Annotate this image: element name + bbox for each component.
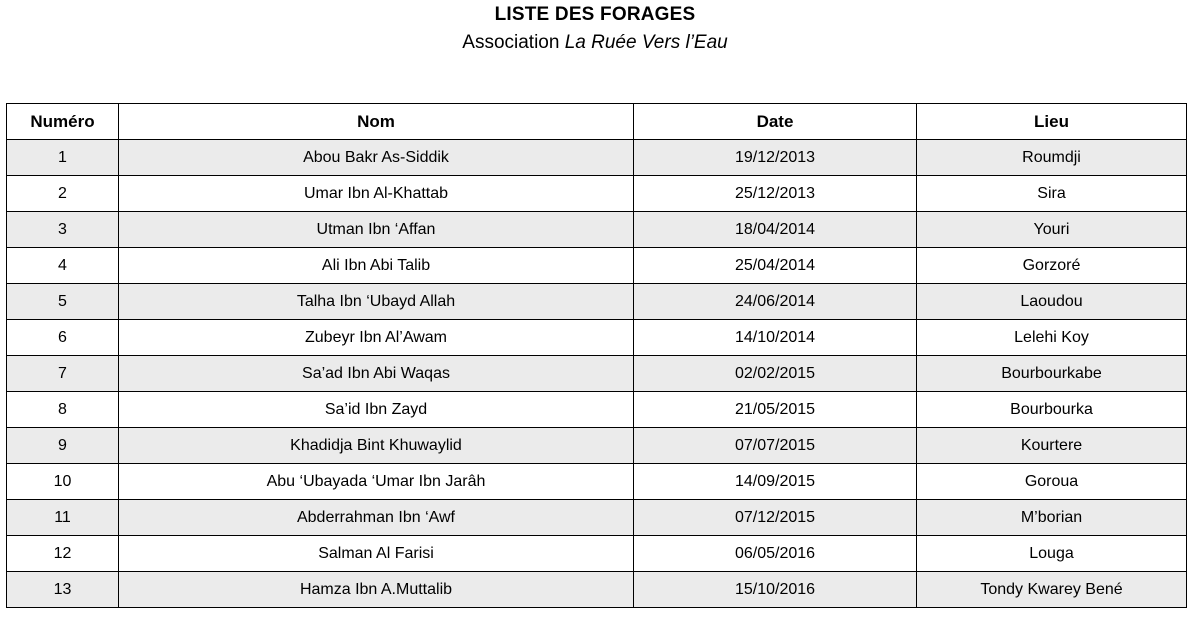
cell-date: 14/10/2014 <box>634 320 917 356</box>
cell-lieu: Laoudou <box>917 284 1187 320</box>
cell-date: 07/07/2015 <box>634 428 917 464</box>
table-row <box>7 212 1187 248</box>
header-lieu: Lieu <box>917 104 1187 140</box>
cell-numero: 11 <box>7 500 119 536</box>
cell-date: 24/06/2014 <box>634 284 917 320</box>
cell-lieu: Sira <box>917 176 1187 212</box>
cell-date: 15/10/2016 <box>634 572 917 608</box>
header-numero: Numéro <box>7 104 119 140</box>
cell-lieu: Goroua <box>917 464 1187 500</box>
cell-date: 25/04/2014 <box>634 248 917 284</box>
table-row <box>7 500 1187 536</box>
header-date: Date <box>634 104 917 140</box>
cell-lieu: Bourbourka <box>917 392 1187 428</box>
cell-date: 21/05/2015 <box>634 392 917 428</box>
cell-numero: 3 <box>7 212 119 248</box>
cell-date: 06/05/2016 <box>634 536 917 572</box>
table-row <box>7 464 1187 500</box>
cell-nom: Ali Ibn Abi Talib <box>119 248 634 284</box>
cell-numero: 8 <box>7 392 119 428</box>
cell-numero: 4 <box>7 248 119 284</box>
cell-lieu: Youri <box>917 212 1187 248</box>
cell-numero: 5 <box>7 284 119 320</box>
cell-nom: Zubeyr Ibn Al’Awam <box>119 320 634 356</box>
header-nom: Nom <box>119 104 634 140</box>
cell-lieu: Roumdji <box>917 140 1187 176</box>
table-row <box>7 176 1187 212</box>
cell-nom: Abu ‘Ubayada ‘Umar Ibn Jarâh <box>119 464 634 500</box>
cell-lieu: Bourbourkabe <box>917 356 1187 392</box>
cell-numero: 6 <box>7 320 119 356</box>
cell-numero: 2 <box>7 176 119 212</box>
table-row <box>7 356 1187 392</box>
document-subtitle <box>0 32 1190 54</box>
cell-lieu: Gorzoré <box>917 248 1187 284</box>
document-title: LISTE DES FORAGES <box>494 4 696 25</box>
cell-numero: 1 <box>7 140 119 176</box>
cell-nom: Sa’id Ibn Zayd <box>119 392 634 428</box>
table-row <box>7 536 1187 572</box>
cell-date: 18/04/2014 <box>634 212 917 248</box>
cell-nom: Talha Ibn ‘Ubayd Allah <box>119 284 634 320</box>
association-name: La Ruée Vers l’Eau <box>564 32 728 53</box>
forages-table <box>6 103 1187 608</box>
table-row <box>7 140 1187 176</box>
cell-nom: Hamza Ibn A.Muttalib <box>119 572 634 608</box>
cell-lieu: Louga <box>917 536 1187 572</box>
cell-nom: Khadidja Bint Khuwaylid <box>119 428 634 464</box>
cell-date: 14/09/2015 <box>634 464 917 500</box>
cell-date: 02/02/2015 <box>634 356 917 392</box>
table-row <box>7 248 1187 284</box>
cell-lieu: Kourtere <box>917 428 1187 464</box>
cell-lieu: Tondy Kwarey Bené <box>917 572 1187 608</box>
cell-nom: Sa’ad Ibn Abi Waqas <box>119 356 634 392</box>
subtitle-prefix: Association <box>462 32 560 53</box>
cell-lieu: Lelehi Koy <box>917 320 1187 356</box>
cell-lieu: M’borian <box>917 500 1187 536</box>
cell-numero: 13 <box>7 572 119 608</box>
table-row <box>7 428 1187 464</box>
cell-numero: 10 <box>7 464 119 500</box>
cell-nom: Abderrahman Ibn ‘Awf <box>119 500 634 536</box>
cell-numero: 7 <box>7 356 119 392</box>
table-row <box>7 392 1187 428</box>
cell-date: 19/12/2013 <box>634 140 917 176</box>
cell-date: 25/12/2013 <box>634 176 917 212</box>
cell-numero: 12 <box>7 536 119 572</box>
cell-date: 07/12/2015 <box>634 500 917 536</box>
table-row <box>7 284 1187 320</box>
cell-nom: Abou Bakr As-Siddik <box>119 140 634 176</box>
cell-nom: Utman Ibn ‘Affan <box>119 212 634 248</box>
table-row <box>7 572 1187 608</box>
table-header-row <box>7 104 1187 140</box>
cell-numero: 9 <box>7 428 119 464</box>
cell-nom: Umar Ibn Al-Khattab <box>119 176 634 212</box>
cell-nom: Salman Al Farisi <box>119 536 634 572</box>
table-row <box>7 320 1187 356</box>
